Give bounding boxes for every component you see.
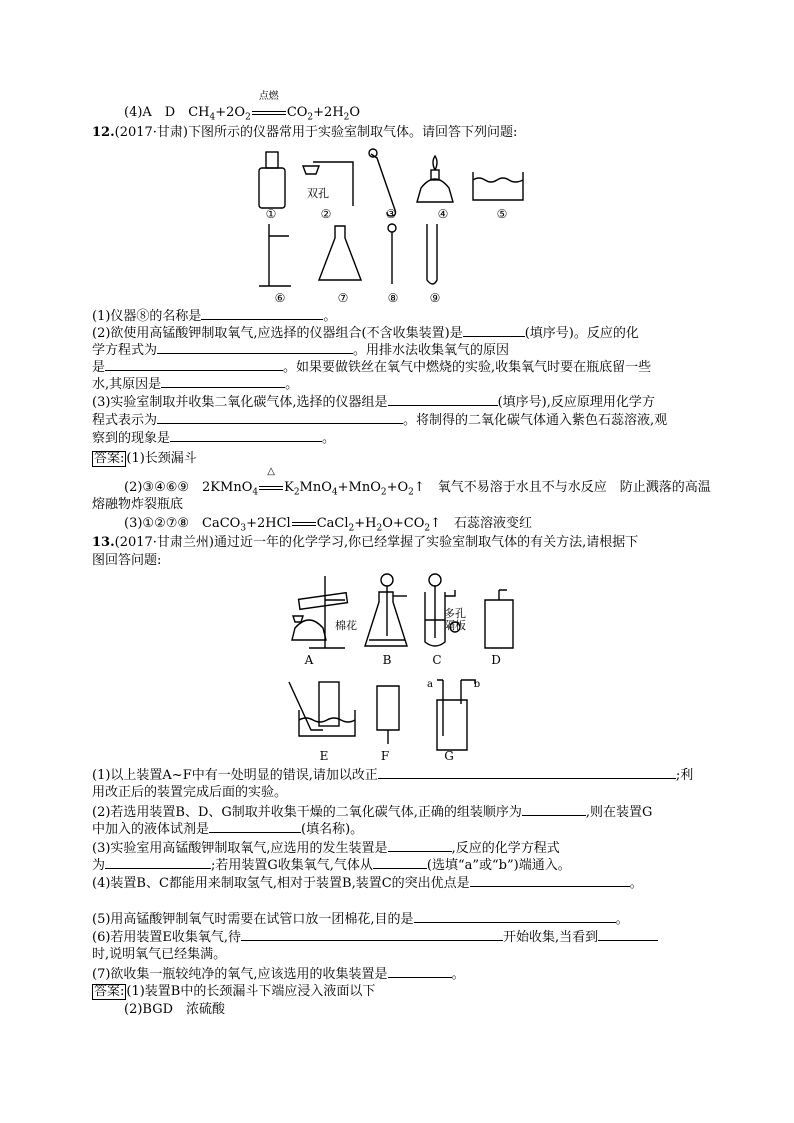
q12-part3 [92,393,655,412]
reaction-equals [291,515,317,533]
text: (5)用高锰酸钾制氧气时需要在试管口放一团棉花,目的是 [92,912,414,927]
text: 为 [92,858,106,873]
text: (2)欲使用高锰酸钾制取氧气,应选择的仪器组合(不含收集装置)是 [92,326,463,341]
answer-blank[interactable] [209,820,301,833]
q13-answer-1 [92,983,375,1001]
text: (4)A D CH [124,105,210,120]
text: (2)BGD 浓硫酸 [124,1002,226,1017]
answer-blank[interactable] [378,766,676,779]
q13-part3b [92,856,571,875]
text: (填序号),反应原理用化学方 [497,395,655,410]
answer-blank[interactable] [388,393,498,406]
text: 熔融物炸裂瓶底 [92,497,184,512]
question-number: 13. [92,535,115,550]
q13-part6 [92,928,658,947]
answer-blank[interactable] [170,429,322,442]
reaction-condition [258,466,284,497]
text: 。如果要做铁丝在氧气中燃烧的实验,收集氧气时要在瓶底留一些 [283,360,652,375]
text: +MnO [337,480,381,495]
fig-label: ① [265,207,277,221]
fig-label: C [432,653,442,667]
alcohol-lamp-icon [417,156,453,202]
question-text: (2017·甘肃兰州)通过近一年的化学学习,你已经掌握了实验室制取气体的有关方法,请根据下 [114,535,639,550]
fig-label: ② [320,207,332,221]
text: (填名称)。 [301,822,364,837]
fig-label: ⑥ [274,291,286,305]
text: (2)③④⑥⑨ 2KMnO [124,480,253,495]
text: (填序号)。反应的化 [524,326,639,341]
text: 。 [451,967,465,982]
q13-answer-2 [124,1001,225,1019]
fig-note: 棉花 [335,619,357,632]
text: 。将制得的二氧化碳气体通入紫色石蕊溶液,观 [403,413,668,428]
text: 时,说明氧气已经集满。 [92,947,227,962]
text: 用改正后的装置完成后面的实验。 [92,785,288,800]
text: 察到的现象是 [92,431,171,446]
fig-label: ④ [437,207,449,221]
text: +2O [215,105,246,120]
text: 。 [615,912,629,927]
q12-part3c [92,429,335,448]
text: ,则在装置G [585,805,653,820]
text: +2H [313,105,344,120]
text: 。用排水法收集氧气的原因 [353,343,510,358]
text: ,反应的化学方程式 [451,841,560,856]
text: (选填“a”或“b”)端通入。 [426,858,571,873]
fig-note: 多孔 [444,607,466,620]
text: 是 [92,360,106,375]
q12-answer-2b [92,496,183,514]
text: ;若用装置G收集氧气,气体从 [211,858,373,873]
text: (1)仪器⑧的名称是 [92,309,202,324]
answer-blank[interactable] [598,928,658,941]
fig-note: 隔板 [444,619,466,632]
text: 。 [285,377,299,392]
device-d-icon [485,590,513,648]
q13-part2b [92,820,363,839]
text: (1)以上装置A~F中有一处明显的错误,请加以改正 [92,768,378,783]
text: 。 [322,431,336,446]
answer-blank[interactable] [161,375,285,388]
answer-blank[interactable] [157,411,403,424]
text: (4)装置B、C都能用来制取氢气,相对于装置B,装置C的突出优点是 [92,876,470,891]
condition-text: 点燃 [258,91,279,102]
q12-apparatus-figure [255,148,525,308]
answer-blank[interactable] [522,803,586,816]
q13-part5 [92,910,629,929]
device-a-icon [292,576,347,648]
answer-blank[interactable] [388,839,452,852]
q12-answer-3: (3)①②⑦⑧ CaCO$_3$+2HCl $CaCl_2+H_2O+CO_2↑$ 石蕊溶液变红 [124,516,532,534]
text: (3)实验室制取并收集二氧化碳气体,选择的仪器组是 [92,395,388,410]
water-trough-icon [473,172,523,200]
text: 。 [323,309,337,324]
fig-label: ⑤ [496,207,508,221]
text: 程式表示为 [92,413,158,428]
text: (1)长颈漏斗 [126,451,197,466]
fig-label: ③ [385,207,397,221]
text: CaCl [316,516,349,531]
q12-part2d [92,375,298,394]
iron-stand-icon [259,224,291,286]
q13-part1b [92,784,287,802]
long-neck-funnel-icon [388,224,396,284]
fig-note: 双孔 [307,187,329,200]
text: 水,其原因是 [92,377,162,392]
text: MnO [299,480,332,495]
text: (2)若选用装置B、D、G制取并收集干燥的二氧化碳气体,正确的组装顺序为 [92,805,522,820]
answer-blank[interactable] [241,928,503,941]
text: 中加入的液体试剂是 [92,822,210,837]
fig-note: b [473,679,481,690]
device-f-icon [377,686,399,744]
fig-label: F [380,749,390,763]
text: (6)若用装置E收集氧气,待 [92,930,242,945]
condition-text: △ [267,466,275,477]
text: (3)①②⑦⑧ CaCO [124,516,241,531]
q13-part4 [92,874,643,893]
question-text: 图回答问题: [92,553,162,568]
answer-label: 答案: [94,451,125,466]
fig-label: ⑧ [387,291,399,305]
text: K [284,480,294,495]
fig-note: a [427,679,433,690]
text: +2HCl [246,516,291,531]
text: O [349,105,361,120]
answer-blank[interactable] [373,856,427,869]
device-e-icon [289,682,355,736]
answer-blank[interactable] [105,358,283,371]
q11-answer-4: (4)A D $CH_4+2O_2$ 点燃 $CO_2+2H_2O$ [124,91,361,123]
text: +H [354,516,377,531]
answer-blank[interactable] [201,307,323,320]
q12-title [92,124,517,142]
answer-blank[interactable] [388,965,452,978]
bent-tube-icon [369,149,396,216]
q13-part7 [92,965,465,984]
text: 。 [629,876,643,891]
answer-blank[interactable] [157,341,353,354]
text: ↑ 石蕊溶液变红 [430,516,532,531]
fig-label: ⑨ [429,291,441,305]
answer-blank[interactable] [105,856,211,869]
q12-part3b [92,411,667,430]
text: ;利 [675,768,694,783]
q13-title-2 [92,552,161,570]
text: 学方程式为 [92,343,158,358]
q12-answer-1 [92,450,197,468]
fig-label: D [491,653,501,667]
question-text: (2017·甘肃)下图所示的仪器常用于实验室制取气体。请回答下列问题: [114,125,518,140]
text: O+CO [382,516,425,531]
device-b-icon [365,574,407,646]
q13-title [92,534,638,552]
test-tube-icon [427,224,437,284]
text: (3)实验室用高锰酸钾制取氧气,应选用的发生装置是 [92,841,388,856]
fig-label: ⑦ [337,291,349,305]
device-g-icon [437,680,475,750]
q13-part6b [92,946,226,964]
answer-blank[interactable] [470,874,630,887]
text: (7)欲收集一瓶较纯净的氧气,应该选用的收集装置是 [92,967,388,982]
text: +O [386,480,409,495]
text: ↑ 氧气不易溶于水且不与水反应 防止溅落的高温 [413,480,711,495]
fig-label: B [382,653,392,667]
reaction-condition [251,91,287,122]
conical-flask-icon [319,226,361,280]
answer-blank[interactable] [414,910,616,923]
answer-label: 答案: [94,984,125,999]
fig-label: E [319,749,329,763]
text: (1)装置B中的长颈漏斗下端应浸入液面以下 [126,984,376,999]
fig-label: A [304,653,314,667]
text: CO [286,105,308,120]
fig-label: G [444,749,454,763]
text: 开始收集,当看到 [503,930,599,945]
gas-bottle-icon [259,152,285,208]
question-number: 12. [92,125,115,140]
q13-part1 [92,766,693,785]
q12-answer-2: (2)③④⑥⑨ 2KMnO$_4$ △ $K_2MnO_4+MnO_2+O_2↑$ 氧气不易溶于水且不与水反应 防止溅落的高温 [124,466,711,498]
answer-blank[interactable] [463,324,525,337]
